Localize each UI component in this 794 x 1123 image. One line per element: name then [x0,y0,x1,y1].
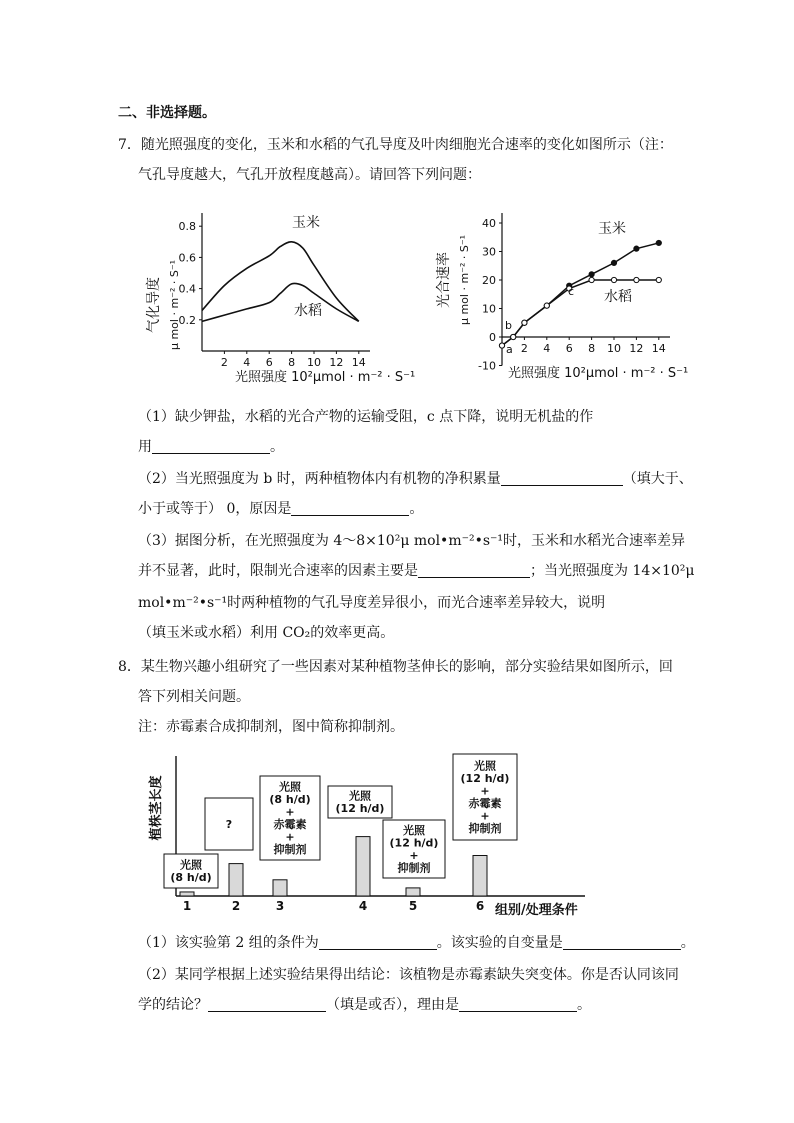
right-x-tick-label: 4 [543,342,551,355]
condition-box-text: (8 h/d) [170,871,212,884]
condition-box-text: + [480,784,490,798]
answer-blank-8-2b[interactable] [459,997,577,1012]
right-y-tick-label: 30 [482,245,496,259]
left-x-tick-label: 6 [265,356,273,369]
corn-rate-line [502,243,659,346]
rice-rate-point [611,277,616,282]
bar-group-label: 5 [408,899,418,913]
left-chart-ylabel: 气化导度 [146,277,162,333]
condition-box-text: 光照 [474,759,496,773]
condition-box-text: 抑制剂 [273,843,307,856]
q7-p1-a: （1）缺少钾盐，水稻的光合产物的运输受阻，c 点下降，说明无机盐的作 [138,409,594,425]
condition-box-text: + [409,849,419,862]
condition-box-text: 赤霉素 [468,797,502,810]
section-title: 二、非选择题。 [118,105,216,121]
left-y-tick-label: 0.4 [178,282,196,296]
q7-p3-b-text: 并不显著，此时，限制光合速率的因素主要是 [138,563,418,579]
q7-p3-d: （填玉米或水稻）利用 CO₂的效率更高。 [138,625,395,641]
q8-line1: 8．某生物兴趣小组研究了一些因素对某种植物茎伸长的影响，部分实验结果如图所示，回 [118,659,673,675]
q8-p1-text: （1）该实验第 2 组的条件为 [138,935,319,951]
q7-p1-b [138,438,284,456]
condition-box-text: ? [225,817,233,831]
right-chart-yunit: μ mol · m⁻² · S⁻¹ [458,234,471,326]
right-y-tick-label: 40 [482,217,496,230]
answer-blank-7-3a[interactable] [418,563,530,578]
q7-p3-b-end: ；当光照强度为 14×10²μ [530,563,695,579]
right-y-tick-label: 20 [482,274,496,287]
right-x-tick-label: 6 [565,342,573,355]
right-series-label-corn: 玉米 [598,221,626,237]
condition-box-text: 赤霉素 [273,818,307,831]
q8-p1-end: 。 [680,935,695,951]
q7-p2-b-end: 。 [409,501,424,517]
left-chart-yunit: μ mol · m⁻² · S⁻¹ [168,259,181,351]
left-series-label-corn: 玉米 [292,215,320,231]
left-x-tick-label: 14 [351,356,366,369]
rice-rate-point [511,334,516,339]
point-c-label: c [568,285,575,298]
corn-rate-point [611,260,616,265]
condition-box-text: 光照 [180,858,202,872]
q7-p1-b-end: 。 [270,439,284,455]
answer-blank-7-2a[interactable] [501,471,623,486]
right-x-tick-label: 2 [520,342,528,355]
q8-p2-b [138,996,591,1014]
q7-p2-b [138,500,423,518]
condition-box-text: (12 h/d) [389,836,439,850]
q7-p2-a-end: （填大于、 [622,471,693,487]
rice-rate-point [499,343,504,348]
rice-rate-point [634,277,639,282]
rice-rate-line [502,280,659,346]
corn-rate-point [634,246,639,251]
bar-group-1 [180,892,194,896]
q7-line1: 7．随光照强度的变化，玉米和水稻的气孔导度及叶肉细胞光合速率的变化如图所示（注： [118,137,673,153]
condition-box-text: 抑制剂 [468,822,502,835]
rice-rate-point [656,277,661,282]
bar-chart-xlabel: 组别/处理条件 [495,903,578,918]
condition-box-text: (8 h/d) [269,793,311,806]
bar-group-label: 3 [275,899,285,913]
left-chart-xlabel: 光照强度 10²μmol · m⁻² · S⁻¹ [235,370,416,385]
rice-rate-point [589,277,594,282]
point-b-label: b [505,319,512,332]
rice-rate-point [522,320,527,325]
right-series-label-rice: 水稻 [604,289,632,305]
left-x-tick-label: 2 [220,356,228,369]
right-y-tick-label: 0 [489,331,496,344]
right-y-tick-label: 10 [482,302,496,316]
q7-p2-a-text: （2）当光照强度为 b 时，两种植物体内有机物的净积累量 [138,471,501,487]
right-x-tick-label: 12 [629,342,644,355]
left-series-label-rice: 水稻 [294,303,322,319]
left-x-tick-label: 10 [307,356,321,369]
left-y-tick-label: 0.6 [178,251,196,265]
q7-line2: 气孔导度越大，气孔开放程度越高）。请回答下列问题： [138,167,481,183]
q8-note: 注：赤霉素合成抑制剂，图中简称抑制剂。 [138,719,404,735]
bar-group-label: 6 [475,899,485,913]
condition-box-text: + [285,830,295,844]
q7-p3-c: mol•m⁻²•s⁻¹时两种植物的气孔导度差异很小，而光合速率差异较大，说明 [138,595,606,611]
condition-box-text: 光照 [403,824,425,837]
stomatal-conductance-chart [140,205,416,385]
left-x-tick-label: 8 [288,356,296,369]
q7-p1-b-text: 用 [138,439,152,455]
stem-length-bar-chart [150,750,620,920]
point-a-label: a [506,343,513,356]
left-x-tick-label: 12 [329,356,344,369]
corn-rate-point [589,272,594,277]
bar-group-6 [473,856,487,897]
corn-rate-point [656,240,661,245]
left-y-tick-label: 0.8 [178,220,196,234]
right-chart-xlabel: 光照强度 10²μmol · m⁻² · S⁻¹ [508,366,689,381]
right-x-tick-label: 10 [607,342,621,355]
condition-box-text: (12 h/d) [335,802,385,815]
q8-line2: 答下列相关问题。 [138,689,250,705]
bar-group-5 [406,888,420,896]
photosynthesis-rate-chart [438,205,688,385]
answer-blank-7-2b[interactable] [291,501,409,516]
bar-group-label: 4 [358,899,368,913]
q8-p1-mid: 。该实验的自变量是 [436,935,563,951]
answer-blank-8-2a[interactable] [208,997,326,1012]
corn-conductance-line [202,242,359,322]
bar-group-2 [229,864,243,896]
condition-box-text: 抑制剂 [397,861,431,875]
q7-p3-a: （3）据图分析，在光照强度为 4～8×10²μ mol•m⁻²•s⁻¹时，玉米和水稻光合速率差异 [138,533,686,549]
left-x-tick-label: 4 [243,356,251,369]
bar-group-4 [356,837,370,896]
rice-rate-point [544,303,549,308]
right-x-tick-label: 8 [588,342,596,355]
rice-conductance-line [202,283,359,321]
condition-box-text: 光照 [349,789,371,803]
condition-box-text: + [480,809,490,823]
answer-blank-8-1a[interactable] [319,935,437,950]
left-y-tick-label: 0.2 [178,313,196,327]
q8-p2-b-end: 。 [577,997,591,1013]
condition-box-text: (12 h/d) [460,772,510,785]
q8-p1 [138,934,695,952]
right-y-tick-label: -10 [478,359,496,373]
q7-p2-a [138,470,693,488]
bar-group-3 [273,880,287,896]
q7-p3-b [138,562,695,580]
right-x-tick-label: 14 [651,342,666,355]
right-chart-ylabel: 光合速率 [436,252,452,308]
q8-p2-b-mid: （填是或否），理由是 [326,997,459,1013]
bar-group-label: 2 [231,899,241,913]
q7-p2-b-text: 小于或等于） 0，原因是 [138,501,292,517]
bar-chart-ylabel: 植株茎长度 [149,775,164,841]
condition-box-text: 光照 [279,780,301,794]
answer-blank-8-1b[interactable] [563,935,681,950]
condition-box-text: + [285,805,295,819]
bar-group-label: 1 [182,899,192,913]
q8-p2-b-text: 学的结论？ [138,997,208,1013]
answer-blank-7-1[interactable] [152,439,270,454]
q8-p2-a: （2）某同学根据上述实验结果得出结论：该植物是赤霉素缺失突变体。你是否认同该同 [138,967,679,983]
